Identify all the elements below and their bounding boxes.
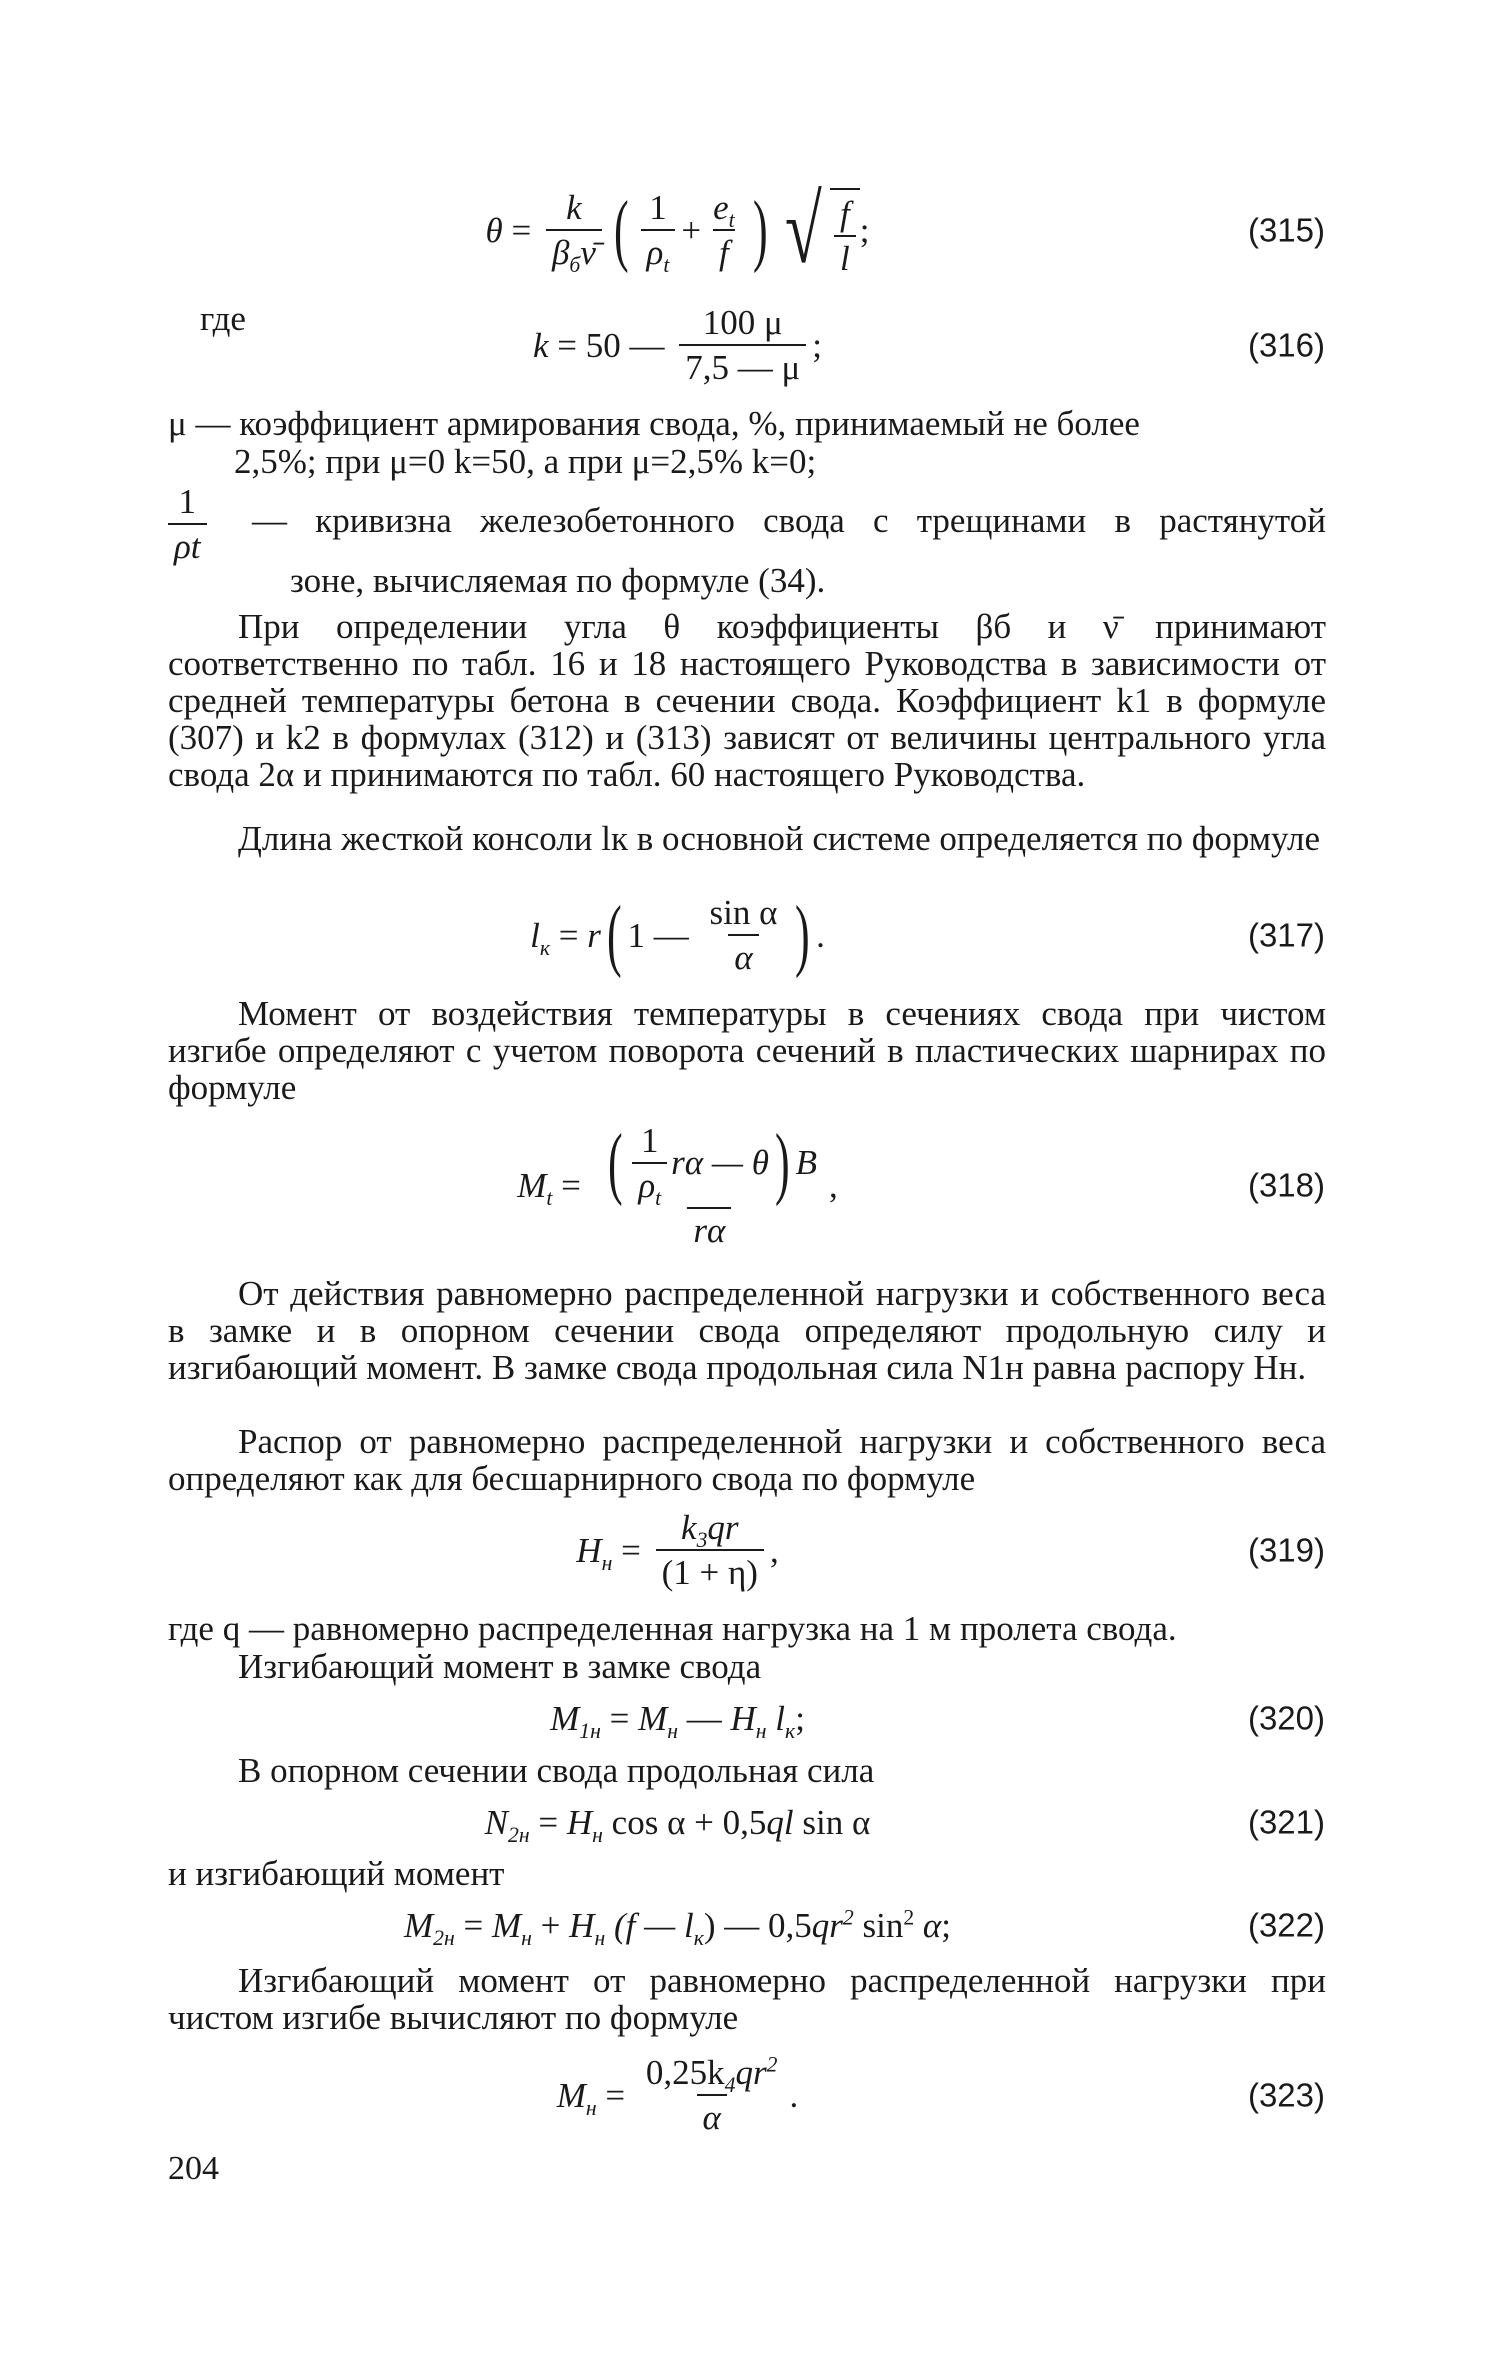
- moment-fraction: ( $\frac{1}{\rho_t}$ rα — θ ) B rα: [607, 1118, 817, 1250]
- equation-321: $N_{2н}$ = $H_н$ cos α + 0,5 ql sin α (321): [484, 1802, 1325, 1847]
- paragraph-support-force: В опорном сечении свода продольная сила: [238, 1751, 875, 1790]
- one-over-rho-t: $\frac{1}{\rho_t}$: [641, 189, 676, 271]
- paragraph-crown-moment: Изгибающий момент в замке свода: [238, 1647, 762, 1686]
- equation-number: (320): [1247, 1699, 1325, 1737]
- thrust-fraction: $\frac{k_3qr}{(1 + \eta)}$: [656, 1509, 764, 1591]
- equation-322: $M_{2н}$ = $M_н$ + $H_н$ (f — $l_к$ ) — 0,5 $qr^2$ $\sin^2$ α ; (322): [403, 1904, 1325, 1950]
- where-label: где: [200, 299, 246, 338]
- equation-number: (318): [1247, 1166, 1325, 1204]
- sin-alpha-fraction: $\frac{\text{sin α}}{\alpha}$: [709, 893, 778, 977]
- equation-number: (316): [1247, 326, 1325, 364]
- rho-fraction: $\frac{1}{\rho t}$: [168, 483, 207, 565]
- equation-number: (315): [1247, 211, 1325, 249]
- equation-320: $M_{1н}$ = $M_н$ — $H_н$ $l_к$ ; (320): [550, 1698, 1325, 1743]
- paragraph-uniform-load: От действия равномерно распределенной нагрузки и собственного веса в замке и в опорном сечении свода определяют продольную силу и изгибающий момент. В замке свода продольная сила N1н равна распору Hн.: [168, 1274, 1326, 1387]
- mu-definition-cont: 2,5%; при μ=0 k=50, а при μ=2,5% k=0;: [234, 442, 817, 481]
- equation-number: (321): [1247, 1803, 1325, 1841]
- e-over-f: $\frac{e_t}{f}$: [713, 188, 735, 272]
- mu-fraction: $\frac{100 \mu}{7,5 — \mu}$: [679, 304, 806, 386]
- equation-323: $M_н$ = $\frac{0,25k_4qr^2}{\alpha}$ . (323): [556, 2052, 1325, 2137]
- paragraph-thrust: Распор от равномерно распределенной нагрузки и собственного веса определяют как для бесшарнирного свода по формуле: [168, 1422, 1326, 1498]
- paragraph-pure-bending: Изгибающий момент от равномерно распределенной нагрузки при чистом изгибе вычисляют по формуле: [168, 1961, 1326, 2037]
- square-root: √ $\frac{f}{l}$: [777, 182, 859, 278]
- rho-definition-cont: зоне, вычисляемая по формуле (34).: [290, 561, 826, 600]
- equation-315: θ = $\frac{k}{\beta_б\nū}$ ( $\frac{1}{\rho_t}$ + $\frac{e_t}{f}$ ) √ $\frac{f}{l}$ ; (315): [485, 176, 1325, 283]
- equation-number: (319): [1247, 1531, 1325, 1569]
- equation-number: (317): [1247, 916, 1325, 954]
- paragraph-and-moment: и изгибающий момент: [168, 1854, 505, 1893]
- moment-uniform-fraction: $\frac{0,25k_4qr^2}{\alpha}$: [645, 2052, 778, 2137]
- k-over-beta-nu: $\frac{k}{\beta_б\nū}$: [546, 189, 602, 271]
- paragraph-q-definition: где q — равномерно распределенная нагрузка на 1 м пролета свода.: [168, 1609, 1177, 1648]
- equation-number: (322): [1247, 1906, 1325, 1944]
- mu-definition: μ — коэффициент армирования свода, %, принимаемый не более: [168, 404, 1140, 443]
- equation-317: $l_к$ = r ( 1 — $\frac{\text{sin α}}{\alpha}$ ) . (317): [530, 891, 1325, 979]
- equation-319: $H_н$ = $\frac{k_3qr}{(1 + \eta)}$ , (319): [576, 1508, 1325, 1592]
- equation-number: (323): [1247, 2076, 1325, 2114]
- equation-318: $M_t$ = ( $\frac{1}{\rho_t}$ rα — θ ) B rα , (318): [517, 1118, 1325, 1250]
- theta-symbol: θ: [485, 210, 503, 250]
- paragraph-console-length: Длина жесткой консоли lк в основной системе определяется по формуле: [238, 819, 1321, 858]
- equation-316: k = 50 — $\frac{100 \mu}{7,5 — \mu}$ ; (316): [532, 303, 1325, 387]
- paragraph-angle: При определении угла θ коэффициенты βб и ν̄ принимают соответственно по табл. 16 и 18 настоящего Руководства в зависимости от средней температуры бетона в сечении свода. Коэффициент k1 в формуле (307) и k2 в формулах (312) и (313) зависят от величины центрального угла свода 2α и принимаются по табл. 60 настоящего Руководства.: [168, 607, 1326, 794]
- paragraph-temperature-moment: Момент от воздействия температуры в сечениях свода при чистом изгибе определяют с учетом поворота сечений в пластических шарнирах по формуле: [168, 994, 1326, 1107]
- rho-definition: — кривизна железобетонного свода с трещинами в растянутой: [252, 501, 1326, 540]
- page-number: 204: [168, 2150, 219, 2187]
